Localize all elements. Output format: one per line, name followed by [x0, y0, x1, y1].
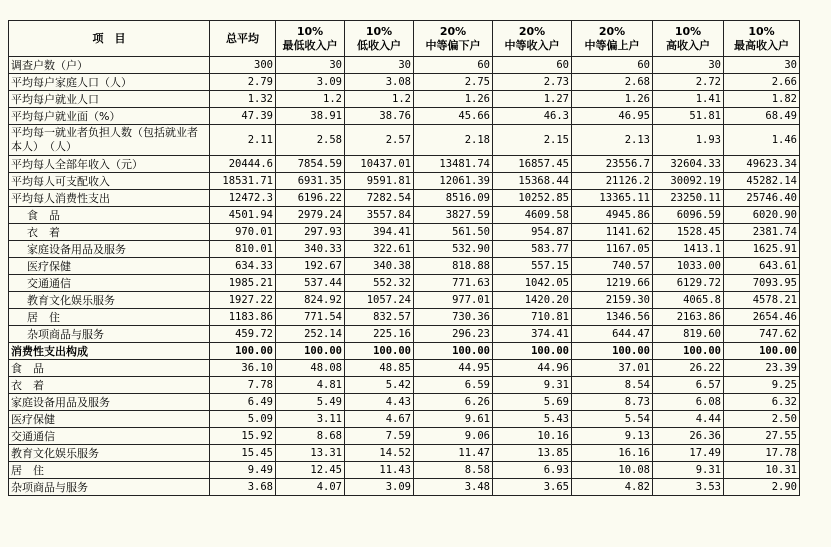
table-cell: 300: [210, 57, 276, 74]
table-cell: 2163.86: [653, 309, 724, 326]
table-cell: 1625.91: [724, 241, 800, 258]
table-cell: 6.93: [493, 462, 572, 479]
table-cell: 1.27: [493, 91, 572, 108]
table-cell: 13481.74: [414, 156, 493, 173]
table-cell: 1.26: [414, 91, 493, 108]
table-cell: 6.49: [210, 394, 276, 411]
group-percent: 10%: [674, 24, 702, 38]
table-cell: 9591.81: [345, 173, 414, 190]
table-cell: 100.00: [493, 343, 572, 360]
group-name: 最高收入户: [734, 38, 789, 52]
table-cell: 3.65: [493, 479, 572, 496]
table-row: [9, 207, 800, 224]
row-label: 消费性支出构成: [9, 343, 210, 360]
table-cell: 557.15: [493, 258, 572, 275]
table-cell: 3.48: [414, 479, 493, 496]
table-cell: 37.01: [572, 360, 653, 377]
table-row: [9, 479, 800, 496]
table-cell: 6.26: [414, 394, 493, 411]
table-cell: 16857.45: [493, 156, 572, 173]
table-cell: 23556.7: [572, 156, 653, 173]
table-cell: 25746.40: [724, 190, 800, 207]
table-cell: 771.54: [276, 309, 345, 326]
table-cell: 6.32: [724, 394, 800, 411]
table-cell: 60: [493, 57, 572, 74]
table-cell: 730.36: [414, 309, 493, 326]
table-cell: 30: [724, 57, 800, 74]
table-cell: 7.59: [345, 428, 414, 445]
table-cell: 15.92: [210, 428, 276, 445]
table-row: [9, 445, 800, 462]
table-cell: 322.61: [345, 241, 414, 258]
table-cell: 8.68: [276, 428, 345, 445]
group-header: [724, 21, 800, 57]
income-expenditure-table: [8, 20, 800, 496]
table-cell: 11.47: [414, 445, 493, 462]
table-cell: 60: [414, 57, 493, 74]
table-cell: 561.50: [414, 224, 493, 241]
table-row: [9, 224, 800, 241]
table-cell: 1.93: [653, 125, 724, 156]
table-cell: 100.00: [276, 343, 345, 360]
table-cell: 45.66: [414, 108, 493, 125]
row-label: 衣 着: [9, 224, 210, 241]
table-cell: 710.81: [493, 309, 572, 326]
row-label: 平均每人消费性支出: [9, 190, 210, 207]
table-row: [9, 309, 800, 326]
table-cell: 2.90: [724, 479, 800, 496]
table-cell: 9.06: [414, 428, 493, 445]
table-cell: 10.31: [724, 462, 800, 479]
table-cell: 810.01: [210, 241, 276, 258]
table-row: [9, 156, 800, 173]
table-row: [9, 190, 800, 207]
table-cell: 21126.2: [572, 173, 653, 190]
table-cell: 2159.30: [572, 292, 653, 309]
table-cell: 10.08: [572, 462, 653, 479]
table-cell: 832.57: [345, 309, 414, 326]
table-cell: 2.75: [414, 74, 493, 91]
table-cell: 6.57: [653, 377, 724, 394]
table-cell: 1420.20: [493, 292, 572, 309]
table-cell: 2.58: [276, 125, 345, 156]
table-cell: 2.15: [493, 125, 572, 156]
table-cell: 1042.05: [493, 275, 572, 292]
table-body: [9, 57, 800, 496]
group-name: 最低收入户: [282, 38, 338, 52]
row-label: 居 住: [9, 462, 210, 479]
table-cell: 532.90: [414, 241, 493, 258]
table-cell: 4065.8: [653, 292, 724, 309]
table-cell: 4578.21: [724, 292, 800, 309]
table-cell: 7282.54: [345, 190, 414, 207]
table-row: [9, 108, 800, 125]
table-cell: 1219.66: [572, 275, 653, 292]
table-cell: 2.57: [345, 125, 414, 156]
table-cell: 1.46: [724, 125, 800, 156]
row-label: 平均每户家庭人口（人）: [9, 74, 210, 91]
table-cell: 46.95: [572, 108, 653, 125]
table-cell: 6931.35: [276, 173, 345, 190]
group-percent: 20%: [439, 24, 467, 38]
table-cell: 60: [572, 57, 653, 74]
table-cell: 9.61: [414, 411, 493, 428]
table-cell: 824.92: [276, 292, 345, 309]
group-header: [276, 21, 345, 57]
table-cell: 1.41: [653, 91, 724, 108]
table-cell: 100.00: [345, 343, 414, 360]
table-cell: 1413.1: [653, 241, 724, 258]
table-cell: 23250.11: [653, 190, 724, 207]
table-cell: 100.00: [414, 343, 493, 360]
table-cell: 297.93: [276, 224, 345, 241]
table-cell: 2381.74: [724, 224, 800, 241]
table-row: [9, 275, 800, 292]
group-header: [493, 21, 572, 57]
table-cell: 954.87: [493, 224, 572, 241]
table-cell: 26.22: [653, 360, 724, 377]
table-cell: 30: [276, 57, 345, 74]
table-cell: 740.57: [572, 258, 653, 275]
table-cell: 100.00: [210, 343, 276, 360]
group-percent: 20%: [598, 24, 626, 38]
table-row: [9, 125, 800, 156]
group-name: 中等偏下户: [425, 38, 481, 52]
table-cell: 3.09: [345, 479, 414, 496]
table-cell: 1.82: [724, 91, 800, 108]
table-cell: 8.58: [414, 462, 493, 479]
group-percent: 10%: [365, 24, 393, 38]
table-cell: 3.68: [210, 479, 276, 496]
table-cell: 46.3: [493, 108, 572, 125]
table-cell: 5.09: [210, 411, 276, 428]
table-cell: 14.52: [345, 445, 414, 462]
table-cell: 10437.01: [345, 156, 414, 173]
row-label: 居 住: [9, 309, 210, 326]
table-cell: 3.11: [276, 411, 345, 428]
table-cell: 20444.6: [210, 156, 276, 173]
table-cell: 13.85: [493, 445, 572, 462]
row-label: 食 品: [9, 207, 210, 224]
table-cell: 16.16: [572, 445, 653, 462]
table-cell: 643.61: [724, 258, 800, 275]
table-cell: 13.31: [276, 445, 345, 462]
table-cell: 5.69: [493, 394, 572, 411]
row-label: 家庭设备用品及服务: [9, 241, 210, 258]
table-cell: 2.50: [724, 411, 800, 428]
table-cell: 4.67: [345, 411, 414, 428]
table-cell: 2.18: [414, 125, 493, 156]
table-cell: 1.32: [210, 91, 276, 108]
table-row: [9, 326, 800, 343]
header-row: [9, 21, 800, 57]
table-cell: 5.43: [493, 411, 572, 428]
table-cell: 2.68: [572, 74, 653, 91]
table-cell: 1.2: [345, 91, 414, 108]
table-cell: 1927.22: [210, 292, 276, 309]
table-cell: 48.85: [345, 360, 414, 377]
table-cell: 747.62: [724, 326, 800, 343]
table-cell: 6129.72: [653, 275, 724, 292]
table-cell: 970.01: [210, 224, 276, 241]
table-cell: 4.43: [345, 394, 414, 411]
table-cell: 6196.22: [276, 190, 345, 207]
row-label: 平均每一就业者负担人数（包括就业者本人） （人）: [9, 125, 210, 156]
table-cell: 7.78: [210, 377, 276, 394]
table-cell: 5.42: [345, 377, 414, 394]
row-label: 教育文化娱乐服务: [9, 445, 210, 462]
table-row: [9, 343, 800, 360]
table-row: [9, 173, 800, 190]
table-cell: 17.78: [724, 445, 800, 462]
table-cell: 4.82: [572, 479, 653, 496]
group-name: 中等偏上户: [584, 38, 640, 52]
row-label: 杂项商品与服务: [9, 479, 210, 496]
table-cell: 30092.19: [653, 173, 724, 190]
table-row: [9, 57, 800, 74]
table-cell: 2.73: [493, 74, 572, 91]
table-cell: 13365.11: [572, 190, 653, 207]
row-label: 教育文化娱乐服务: [9, 292, 210, 309]
table-cell: 30: [653, 57, 724, 74]
table-cell: 977.01: [414, 292, 493, 309]
item-header: 项 目: [9, 21, 210, 57]
row-label: 杂项商品与服务: [9, 326, 210, 343]
row-label: 医疗保健: [9, 411, 210, 428]
table-cell: 5.54: [572, 411, 653, 428]
table-cell: 252.14: [276, 326, 345, 343]
table-cell: 2.66: [724, 74, 800, 91]
table-cell: 296.23: [414, 326, 493, 343]
table-cell: 4.07: [276, 479, 345, 496]
group-name: 低收入户: [357, 38, 401, 52]
table-cell: 192.67: [276, 258, 345, 275]
table-cell: 51.81: [653, 108, 724, 125]
table-cell: 340.33: [276, 241, 345, 258]
table-cell: 1141.62: [572, 224, 653, 241]
table-cell: 30: [345, 57, 414, 74]
table-cell: 2979.24: [276, 207, 345, 224]
table-cell: 340.38: [345, 258, 414, 275]
table-cell: 1183.86: [210, 309, 276, 326]
row-label: 调查户数（户）: [9, 57, 210, 74]
row-label: 平均每户就业面（%）: [9, 108, 210, 125]
table-cell: 7854.59: [276, 156, 345, 173]
table-row: [9, 394, 800, 411]
table-cell: 3557.84: [345, 207, 414, 224]
group-header: [572, 21, 653, 57]
table-cell: 4.44: [653, 411, 724, 428]
table-cell: 6096.59: [653, 207, 724, 224]
table-cell: 2.11: [210, 125, 276, 156]
group-header: [653, 21, 724, 57]
group-header: [414, 21, 493, 57]
table-cell: 6020.90: [724, 207, 800, 224]
table-cell: 9.31: [493, 377, 572, 394]
row-label: 食 品: [9, 360, 210, 377]
table-cell: 2.13: [572, 125, 653, 156]
table-cell: 459.72: [210, 326, 276, 343]
table-cell: 9.13: [572, 428, 653, 445]
table-row: [9, 360, 800, 377]
table-cell: 38.76: [345, 108, 414, 125]
table-cell: 11.43: [345, 462, 414, 479]
table-cell: 6.08: [653, 394, 724, 411]
table-cell: 6.59: [414, 377, 493, 394]
table-cell: 9.31: [653, 462, 724, 479]
table-row: [9, 428, 800, 445]
row-label: 医疗保健: [9, 258, 210, 275]
table-cell: 2.79: [210, 74, 276, 91]
table-cell: 4.81: [276, 377, 345, 394]
table-cell: 44.96: [493, 360, 572, 377]
table-cell: 7093.95: [724, 275, 800, 292]
table-cell: 1528.45: [653, 224, 724, 241]
table-cell: 1.2: [276, 91, 345, 108]
table-cell: 15368.44: [493, 173, 572, 190]
table-cell: 38.91: [276, 108, 345, 125]
table-cell: 3.09: [276, 74, 345, 91]
table-cell: 8.54: [572, 377, 653, 394]
table-cell: 68.49: [724, 108, 800, 125]
table-cell: 17.49: [653, 445, 724, 462]
table-cell: 4945.86: [572, 207, 653, 224]
row-label: 平均每户就业人口: [9, 91, 210, 108]
table-cell: 12472.3: [210, 190, 276, 207]
group-name: 高收入户: [666, 38, 710, 52]
table-cell: 15.45: [210, 445, 276, 462]
table-cell: 32604.33: [653, 156, 724, 173]
table-cell: 5.49: [276, 394, 345, 411]
table-cell: 3827.59: [414, 207, 493, 224]
table-row: [9, 377, 800, 394]
table-cell: 537.44: [276, 275, 345, 292]
table-row: [9, 292, 800, 309]
table-cell: 225.16: [345, 326, 414, 343]
total-avg-header: 总平均: [210, 21, 276, 57]
table-cell: 26.36: [653, 428, 724, 445]
table-cell: 583.77: [493, 241, 572, 258]
table-cell: 12061.39: [414, 173, 493, 190]
table-cell: 100.00: [653, 343, 724, 360]
table-cell: 49623.34: [724, 156, 800, 173]
table-cell: 1985.21: [210, 275, 276, 292]
table-cell: 374.41: [493, 326, 572, 343]
group-name: 中等收入户: [504, 38, 560, 52]
table-cell: 27.55: [724, 428, 800, 445]
group-header: [345, 21, 414, 57]
table-cell: 8516.09: [414, 190, 493, 207]
row-label: 平均每人可支配收入: [9, 173, 210, 190]
table-row: [9, 258, 800, 275]
table-cell: 23.39: [724, 360, 800, 377]
table-cell: 1057.24: [345, 292, 414, 309]
table-cell: 552.32: [345, 275, 414, 292]
row-label: 衣 着: [9, 377, 210, 394]
table-cell: 9.25: [724, 377, 800, 394]
table-cell: 394.41: [345, 224, 414, 241]
row-label: 家庭设备用品及服务: [9, 394, 210, 411]
table-cell: 36.10: [210, 360, 276, 377]
table-row: [9, 241, 800, 258]
table-cell: 48.08: [276, 360, 345, 377]
table-cell: 1.26: [572, 91, 653, 108]
table-cell: 818.88: [414, 258, 493, 275]
table-cell: 100.00: [572, 343, 653, 360]
table-cell: 4501.94: [210, 207, 276, 224]
table-cell: 1167.05: [572, 241, 653, 258]
row-label: 交通通信: [9, 275, 210, 292]
row-label: 平均每人全部年收入（元）: [9, 156, 210, 173]
table-cell: 644.47: [572, 326, 653, 343]
group-percent: 20%: [518, 24, 546, 38]
table-cell: 2654.46: [724, 309, 800, 326]
table-cell: 819.60: [653, 326, 724, 343]
table-cell: 1033.00: [653, 258, 724, 275]
table-cell: 10252.85: [493, 190, 572, 207]
table-cell: 10.16: [493, 428, 572, 445]
group-percent: 10%: [296, 24, 324, 38]
table-row: [9, 462, 800, 479]
table-cell: 44.95: [414, 360, 493, 377]
table-cell: 634.33: [210, 258, 276, 275]
table-cell: 4609.58: [493, 207, 572, 224]
row-label: 交通通信: [9, 428, 210, 445]
table-cell: 18531.71: [210, 173, 276, 190]
table-row: [9, 411, 800, 428]
table-cell: 12.45: [276, 462, 345, 479]
table-cell: 771.63: [414, 275, 493, 292]
table-row: [9, 91, 800, 108]
table-cell: 8.73: [572, 394, 653, 411]
table-cell: 47.39: [210, 108, 276, 125]
group-percent: 10%: [748, 24, 775, 38]
table-cell: 3.08: [345, 74, 414, 91]
table-cell: 45282.14: [724, 173, 800, 190]
table-cell: 9.49: [210, 462, 276, 479]
table-cell: 3.53: [653, 479, 724, 496]
table-cell: 2.72: [653, 74, 724, 91]
table-cell: 100.00: [724, 343, 800, 360]
table-row: [9, 74, 800, 91]
table-cell: 1346.56: [572, 309, 653, 326]
